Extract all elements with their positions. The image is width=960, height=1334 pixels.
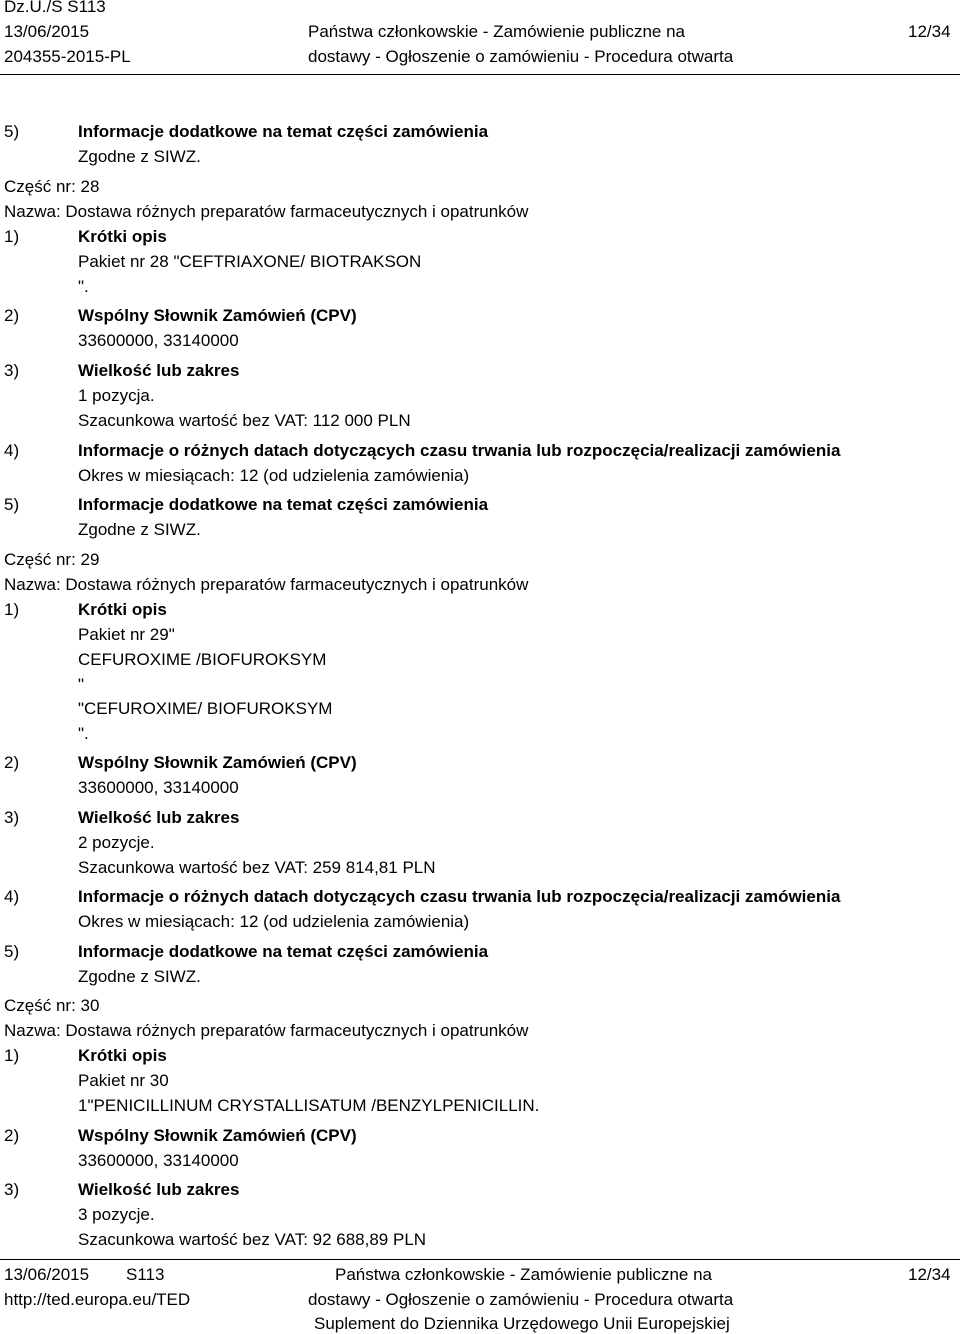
footer-title-line3: Suplement do Dziennika Urzędowego Unii Europejskiej bbox=[314, 1314, 730, 1333]
section-heading: Wielkość lub zakres bbox=[78, 808, 240, 827]
footer-date: 13/06/2015 bbox=[4, 1265, 90, 1284]
footer-url-link[interactable]: http://ted.europa.eu/TED bbox=[4, 1290, 191, 1309]
footer-title-line2: dostawy - Ogłoszenie o zamówieniu - Procedura otwarta bbox=[308, 1290, 734, 1309]
text-line: ". bbox=[78, 277, 89, 296]
header-title-line1: Państwa członkowskie - Zamówienie publiczne na bbox=[308, 22, 686, 41]
text-line: "CEFUROXIME/ BIOFUROKSYM bbox=[78, 699, 333, 718]
section-number: 2) bbox=[4, 306, 20, 325]
section-heading: Wspólny Słownik Zamówień (CPV) bbox=[78, 1126, 357, 1145]
lot-name: Nazwa: Dostawa różnych preparatów farmaceutycznych i opatrunków bbox=[4, 575, 529, 594]
text-line: Pakiet nr 29" bbox=[78, 625, 175, 644]
footer-page-number: 12/34 bbox=[908, 1265, 951, 1284]
estimated-value: Szacunkowa wartość bez VAT: 259 814,81 PLN bbox=[78, 858, 436, 877]
header-page-number: 12/34 bbox=[908, 22, 951, 41]
section-heading: Wielkość lub zakres bbox=[78, 1180, 240, 1199]
footer-rule bbox=[0, 1259, 960, 1260]
section-number: 1) bbox=[4, 1046, 20, 1065]
section-heading: Informacje dodatkowe na temat części zamówienia bbox=[78, 942, 489, 961]
section-heading: Wielkość lub zakres bbox=[78, 361, 240, 380]
section-heading: Krótki opis bbox=[78, 600, 167, 619]
section-heading: Informacje dodatkowe na temat części zamówienia bbox=[78, 122, 489, 141]
text-line: 1 pozycja. bbox=[78, 386, 155, 405]
text-line: Okres w miesiącach: 12 (od udzielenia zamówienia) bbox=[78, 912, 470, 931]
text-line: CEFUROXIME /BIOFUROKSYM bbox=[78, 650, 327, 669]
header-date: 13/06/2015 bbox=[4, 22, 90, 41]
lot-number: Część nr: 28 bbox=[4, 177, 100, 196]
text-line: 1"PENICILLINUM CRYSTALLISATUM /BENZYLPENICILLIN. bbox=[78, 1096, 540, 1115]
header-title-line2: dostawy - Ogłoszenie o zamówieniu - Procedura otwarta bbox=[308, 47, 734, 66]
estimated-value: Szacunkowa wartość bez VAT: 112 000 PLN bbox=[78, 411, 411, 430]
text-line: 3 pozycje. bbox=[78, 1205, 155, 1224]
section-heading: Informacje o różnych datach dotyczących czasu trwania lub rozpoczęcia/realizacji zamówienia bbox=[78, 887, 841, 906]
lot-name: Nazwa: Dostawa różnych preparatów farmaceutycznych i opatrunków bbox=[4, 202, 529, 221]
text-line: Pakiet nr 30 bbox=[78, 1071, 169, 1090]
section-heading: Wspólny Słownik Zamówień (CPV) bbox=[78, 753, 357, 772]
text-line: " bbox=[78, 675, 85, 694]
lot-name: Nazwa: Dostawa różnych preparatów farmaceutycznych i opatrunków bbox=[4, 1021, 529, 1040]
header-notice-ref: 204355-2015-PL bbox=[4, 47, 131, 66]
footer-issue: S113 bbox=[126, 1265, 165, 1284]
section-number: 3) bbox=[4, 808, 20, 827]
section-number: 5) bbox=[4, 942, 20, 961]
section-number: 5) bbox=[4, 122, 20, 141]
section-number: 5) bbox=[4, 495, 20, 514]
section-number: 4) bbox=[4, 441, 20, 460]
footer-title-line1: Państwa członkowskie - Zamówienie publiczne na bbox=[335, 1265, 713, 1284]
text-line: Zgodne z SIWZ. bbox=[78, 967, 201, 986]
cpv-codes: 33600000, 33140000 bbox=[78, 331, 239, 350]
section-heading: Wspólny Słownik Zamówień (CPV) bbox=[78, 306, 357, 325]
lot-number: Część nr: 29 bbox=[4, 550, 100, 569]
section-number: 3) bbox=[4, 1180, 20, 1199]
text-line: Zgodne z SIWZ. bbox=[78, 520, 201, 539]
section-number: 4) bbox=[4, 887, 20, 906]
section-heading: Informacje dodatkowe na temat części zamówienia bbox=[78, 495, 489, 514]
section-number: 3) bbox=[4, 361, 20, 380]
text-line: Zgodne z SIWZ. bbox=[78, 147, 201, 166]
section-number: 1) bbox=[4, 227, 20, 246]
text-line: Pakiet nr 28 "CEFTRIAXONE/ BIOTRAKSON bbox=[78, 252, 422, 271]
cpv-codes: 33600000, 33140000 bbox=[78, 778, 239, 797]
text-line: Okres w miesiącach: 12 (od udzielenia zamówienia) bbox=[78, 466, 470, 485]
section-heading: Krótki opis bbox=[78, 1046, 167, 1065]
estimated-value: Szacunkowa wartość bez VAT: 92 688,89 PLN bbox=[78, 1230, 427, 1249]
section-number: 2) bbox=[4, 1126, 20, 1145]
section-heading: Krótki opis bbox=[78, 227, 167, 246]
section-number: 2) bbox=[4, 753, 20, 772]
header-rule bbox=[0, 74, 960, 75]
journal-ref: Dz.U./S S113 bbox=[4, 0, 106, 16]
section-heading: Informacje o różnych datach dotyczących czasu trwania lub rozpoczęcia/realizacji zamówienia bbox=[78, 441, 841, 460]
lot-number: Część nr: 30 bbox=[4, 996, 100, 1015]
text-line: 2 pozycje. bbox=[78, 833, 155, 852]
section-number: 1) bbox=[4, 600, 20, 619]
text-line: ". bbox=[78, 724, 89, 743]
cpv-codes: 33600000, 33140000 bbox=[78, 1151, 239, 1170]
